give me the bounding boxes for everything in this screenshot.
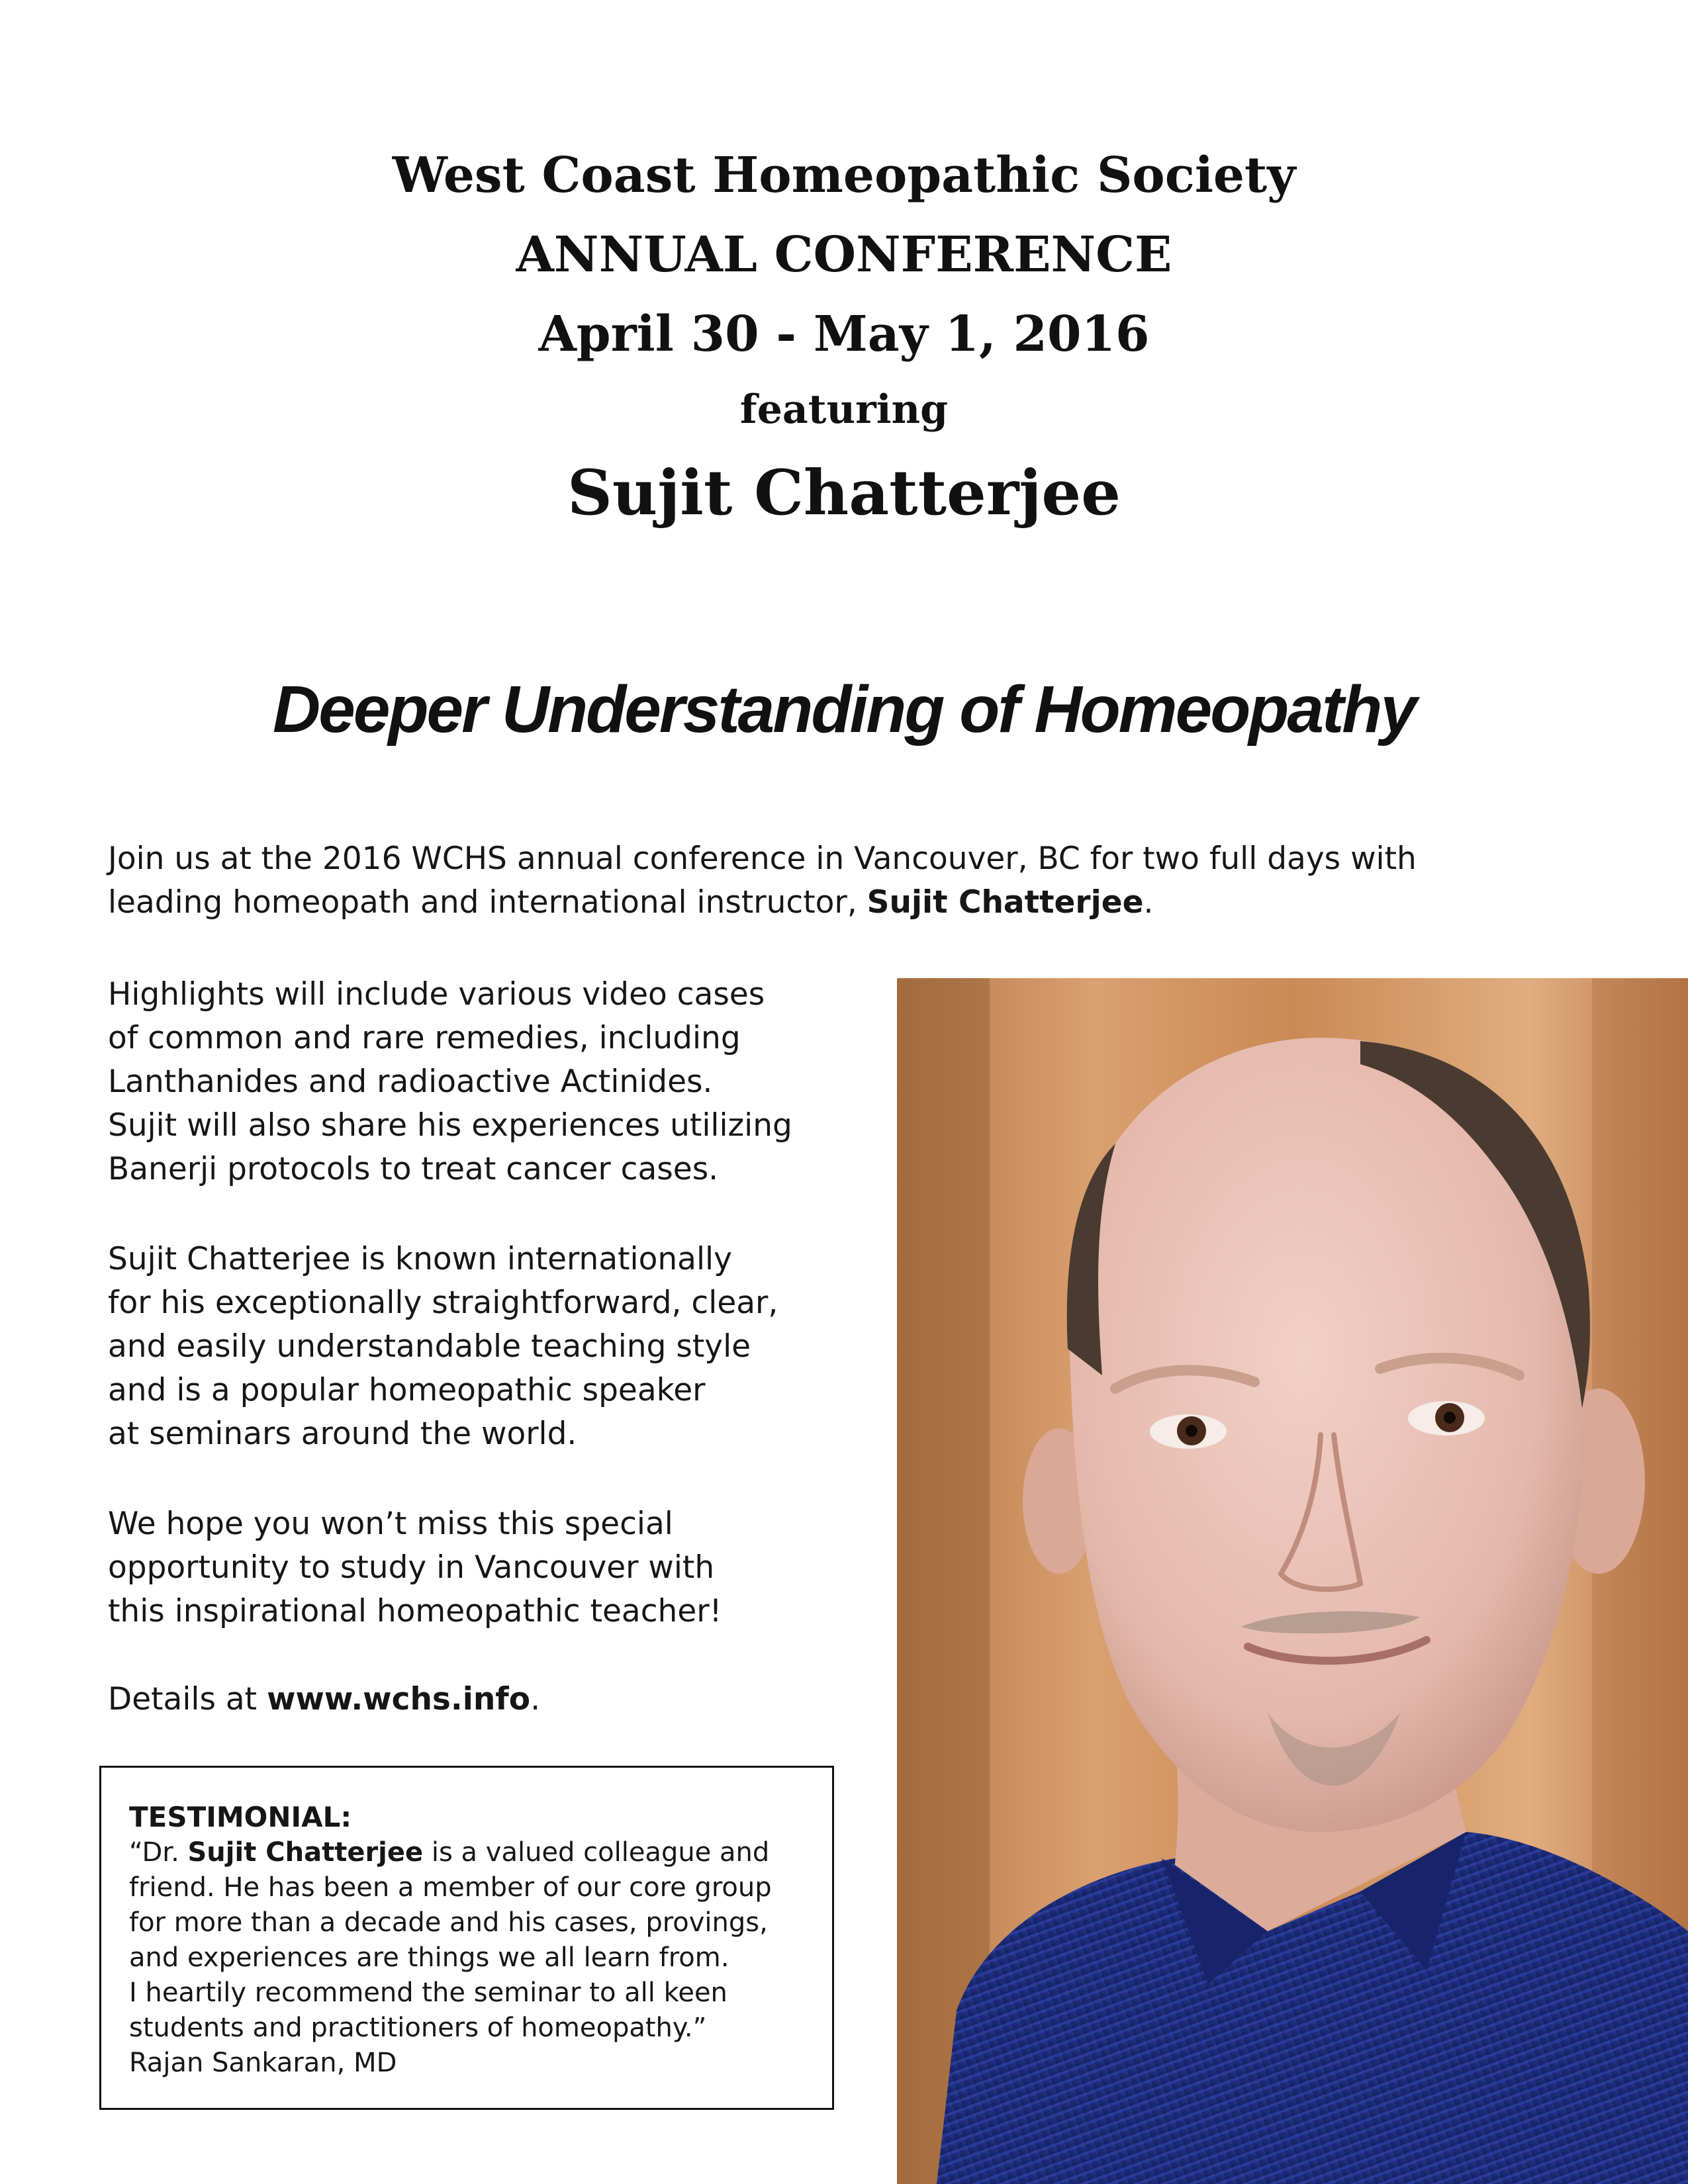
organization-name: West Coast Homeopathic Society	[392, 147, 1296, 204]
quote-line: friend. He has been a member of our core group	[129, 1872, 772, 1903]
highlights-line: of common and rare remedies, including	[108, 1020, 741, 1056]
details-suffix: .	[530, 1681, 541, 1717]
intro-line: leading homeopath and international instructor,	[108, 884, 867, 921]
highlights-line: Lanthanides and radioactive Actinides.	[108, 1064, 713, 1100]
reputation-line: at seminars around the world.	[108, 1416, 577, 1452]
invitation-line: We hope you won’t miss this special	[108, 1506, 673, 1542]
reputation-line: and easily understandable teaching style	[108, 1328, 751, 1365]
quote-open: “Dr.	[129, 1837, 188, 1868]
quote-line: I heartily recommend the seminar to all keen	[129, 1978, 727, 2008]
reputation-line: and is a popular homeopathic speaker	[108, 1372, 706, 1408]
highlights-line: Highlights will include various video cases	[108, 976, 765, 1013]
featuring-label: featuring	[739, 387, 949, 433]
highlights-line: Sujit will also share his experiences utilizing	[108, 1107, 792, 1144]
testimonial-heading: TESTIMONIAL:	[129, 1801, 352, 1833]
reputation-paragraph	[108, 1238, 869, 1456]
details-line	[108, 1678, 869, 1721]
quote-speaker-bold: Sujit Chatterjee	[187, 1837, 424, 1868]
quote-line: students and practitioners of homeopathy.”	[129, 2013, 707, 2043]
invitation-line: this inspirational homeopathic teacher!	[108, 1593, 722, 1629]
reputation-line: for his exceptionally straightforward, clear,	[108, 1285, 778, 1321]
testimonial-quote	[129, 1835, 806, 2046]
testimonial-box	[99, 1766, 834, 2110]
quote-line: for more than a decade and his cases, provings,	[129, 1907, 768, 1938]
reputation-line: Sujit Chatterjee is known internationally	[108, 1241, 732, 1277]
quote-line: and experiences are things we all learn from.	[129, 1942, 729, 1973]
invitation-paragraph	[108, 1502, 869, 1633]
left-eye-pupil	[1186, 1425, 1197, 1437]
invitation-line: opportunity to study in Vancouver with	[108, 1549, 715, 1586]
intro-paragraph	[108, 837, 1630, 925]
quote-line: is a valued colleague and	[423, 1837, 770, 1868]
conference-subtitle: Deeper Understanding of Homeopathy	[273, 672, 1415, 747]
testimonial-author: Rajan Sankaran, MD	[129, 2048, 397, 2078]
intro-line-end: .	[1143, 884, 1154, 921]
speaker-name-bold: Sujit Chatterjee	[867, 884, 1144, 921]
website-link[interactable]: www.wchs.info	[267, 1681, 531, 1717]
right-eye-pupil	[1444, 1412, 1456, 1424]
conference-label: ANNUAL CONFERENCE	[516, 226, 1172, 283]
speaker-portrait	[897, 978, 1688, 2184]
intro-line: Join us at the 2016 WCHS annual conference in Vancouver, BC for two full days with	[108, 841, 1417, 877]
conference-dates: April 30 - May 1, 2016	[538, 306, 1150, 363]
details-prefix: Details at	[108, 1681, 267, 1717]
portrait-illustration	[897, 978, 1688, 2184]
highlights-paragraph	[108, 973, 869, 1191]
speaker-name: Sujit Chatterjee	[567, 457, 1121, 529]
highlights-line: Banerji protocols to treat cancer cases.	[108, 1151, 719, 1187]
